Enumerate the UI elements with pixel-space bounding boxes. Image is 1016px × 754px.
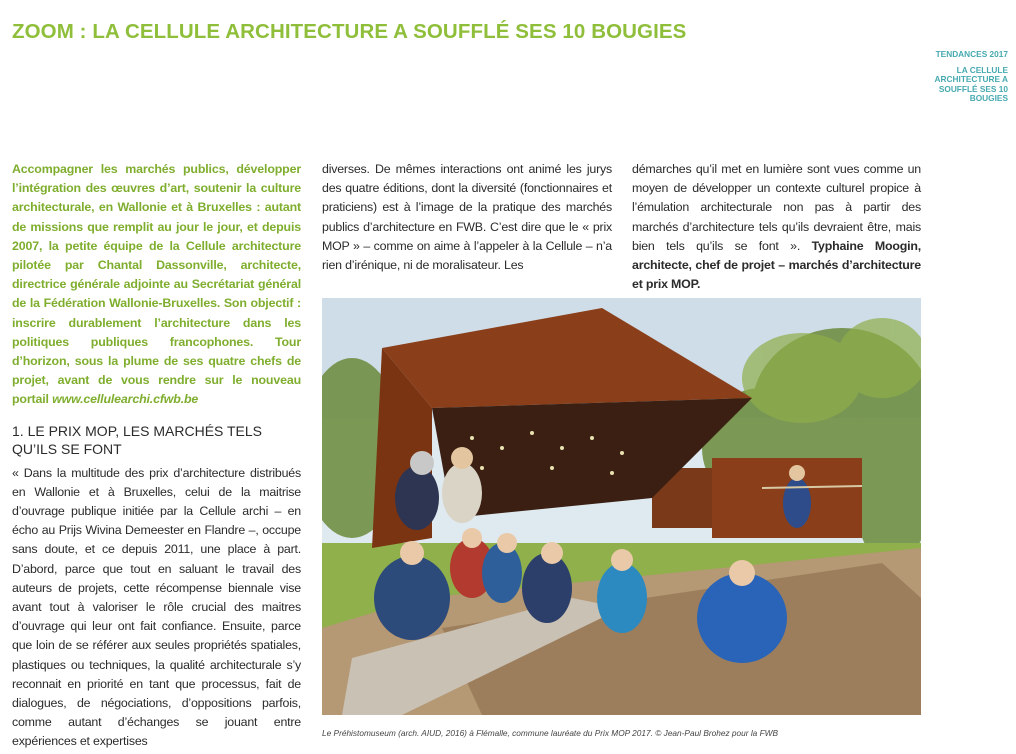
photo-caption: Le Préhistomuseum (arch. AIUD, 2016) à Flémalle, commune lauréate du Prix MOP 2017. © Jean-Paul Brohez pour la FWB <box>322 728 779 738</box>
column-2-body: diverses. De mêmes interactions ont animé les jurys des quatre éditions, dont la diversité (fonctionnaires et praticiens) est à l’image de la pratique des marchés publics d’architecture en FWB. C’est dire que le « prix MOP » – comme on aime à l’appeler à la Cellule – n’a rien d’irénique, ni de moralisateur. Les <box>322 162 612 273</box>
section-tag-label: TENDANCES 2017 <box>935 49 1008 59</box>
column-1 <box>12 160 301 752</box>
intro-text: Accompagner les marchés publics, développer l’intégration des œuvres d’art, soutenir la culture architecturale, en Wallonie et à Bruxelles : autant de missions que remplit au jour le jour, et depuis 2007, la petite équipe de la Cellule architecture pilotée par Chantal Dassonville, architecte, directrice générale adjointe au Secrétariat général de la Fédération Wallonie-Bruxelles. Son objectif : inscrire durablement l’architecture dans les politiques publiques francophones. Tour d’horizon, sous la plume de ses quatre chefs de projet, avant de vous rendre sur le nouveau portail <box>12 162 301 407</box>
column-1-body: « Dans la multitude des prix d’architecture distribués en Wallonie et à Bruxelles, celui de la maitrise d’ouvrage publique initiée par la Cellule archi – en écho au Prijs Wivina Demeester en Flandre –, occupe sans doute, et ce depuis 2011, une place à part. D’abord, parce que tout en saluant le travail des auteurs de projets, cette récompense biennale vise avant tout à valoriser le rôle crucial des maitres d’ouvrage qui leur ont fait confiance. Ensuite, parce que loin de se référer aux seules propriétés spatiales, plastiques ou techniques, la qualité architecturale s’y reconnait en priorité en tant que processus, fait de dialogues, de négociations, d’oppositions parfois, comme autant d’échanges se jouant entre expériences et expertises <box>12 465 301 749</box>
column-3-body <box>632 160 921 294</box>
article-title: ZOOM : LA CELLULE ARCHITECTURE A SOUFFLÉ SES 10 BOUGIES <box>12 20 687 43</box>
column-2 <box>322 160 612 275</box>
author-signature: Typhaine Moogin, architecte, chef de projet – marchés d’architecture et prix MOP. <box>632 238 921 292</box>
section-tag <box>918 50 1008 104</box>
column-3 <box>632 160 921 294</box>
portal-link[interactable]: www.cellulearchi.cfwb.be <box>52 392 199 407</box>
column-3-text: démarches qu’il met en lumière sont vues comme un moyen de développer un contexte culturel propice à l’émulation architecturale non pas à partir des marchés d’architecture tels qu’ils devraient être, mais bien tels qu’ils se font ». <box>632 162 921 253</box>
photo-illustration <box>322 298 921 715</box>
article-photo <box>322 298 921 715</box>
section-heading: 1. LE PRIX MOP, LES MARCHÉS TELS QU’ILS SE FONT <box>12 422 263 457</box>
section-subtitle: LA CELLULE ARCHITECTURE A SOUFFLÉ SES 10 BOUGIES <box>934 64 1008 103</box>
intro-paragraph <box>12 160 301 410</box>
